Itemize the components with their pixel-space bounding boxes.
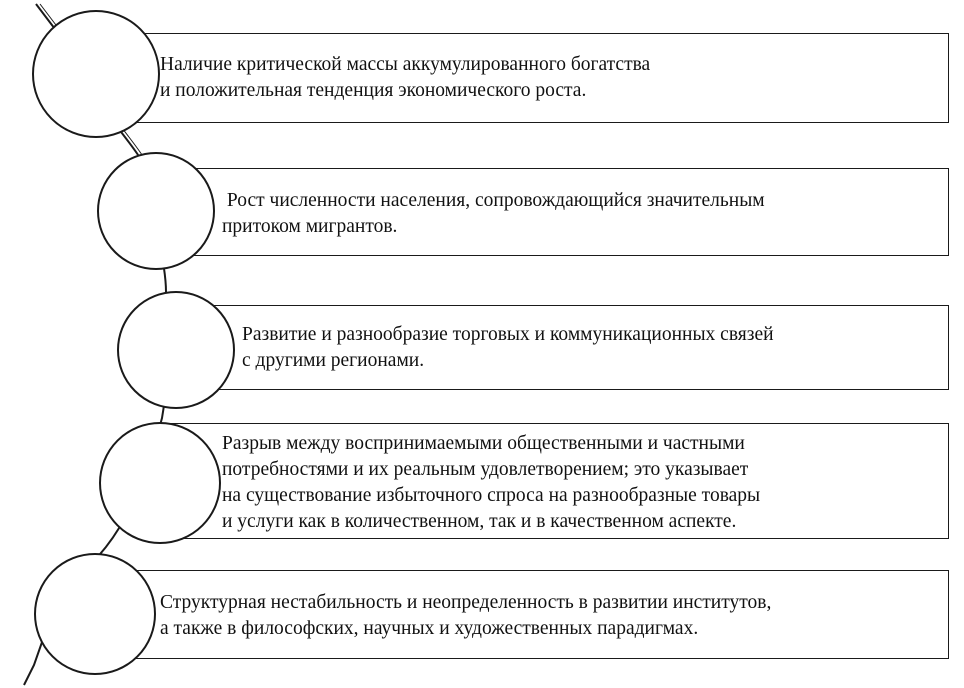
item-text-1 <box>160 52 650 104</box>
item-text-4 <box>222 431 760 535</box>
item-4-line-4: и услуги как в количественном, так и в качественном аспекте. <box>222 511 737 532</box>
item-4-line-3: на существование избыточного спроса на разнообразные товары <box>222 485 761 506</box>
item-3-line-2: с другими регионами. <box>242 350 425 371</box>
item-1-line-2: и положительная тенденция экономического роста. <box>160 80 587 101</box>
item-circle-1 <box>32 10 160 138</box>
item-text-2 <box>222 188 765 240</box>
item-3-line-1: Развитие и разнообразие торговых и коммуникационных связей <box>242 324 774 345</box>
item-circle-3 <box>117 291 235 409</box>
item-2-line-2: притоком мигрантов. <box>222 216 398 237</box>
item-circle-2 <box>97 152 215 270</box>
item-1-line-1: Наличие критической массы аккумулированного богатства <box>160 54 651 75</box>
item-4-line-2: потребностями и их реальным удовлетворением; это указывает <box>222 459 749 480</box>
item-2-line-1: Рост численности населения, сопровождающийся значительным <box>222 190 765 211</box>
item-5-line-2: а также в философских, научных и художественных парадигмах. <box>160 618 699 639</box>
item-circle-5 <box>34 553 156 675</box>
item-4-line-1: Разрыв между воспринимаемыми общественными и частными <box>222 433 745 454</box>
item-text-3 <box>242 322 774 374</box>
item-text-5 <box>160 590 771 642</box>
item-circle-4 <box>99 422 221 544</box>
item-5-line-1: Структурная нестабильность и неопределенность в развитии институтов, <box>160 592 772 613</box>
